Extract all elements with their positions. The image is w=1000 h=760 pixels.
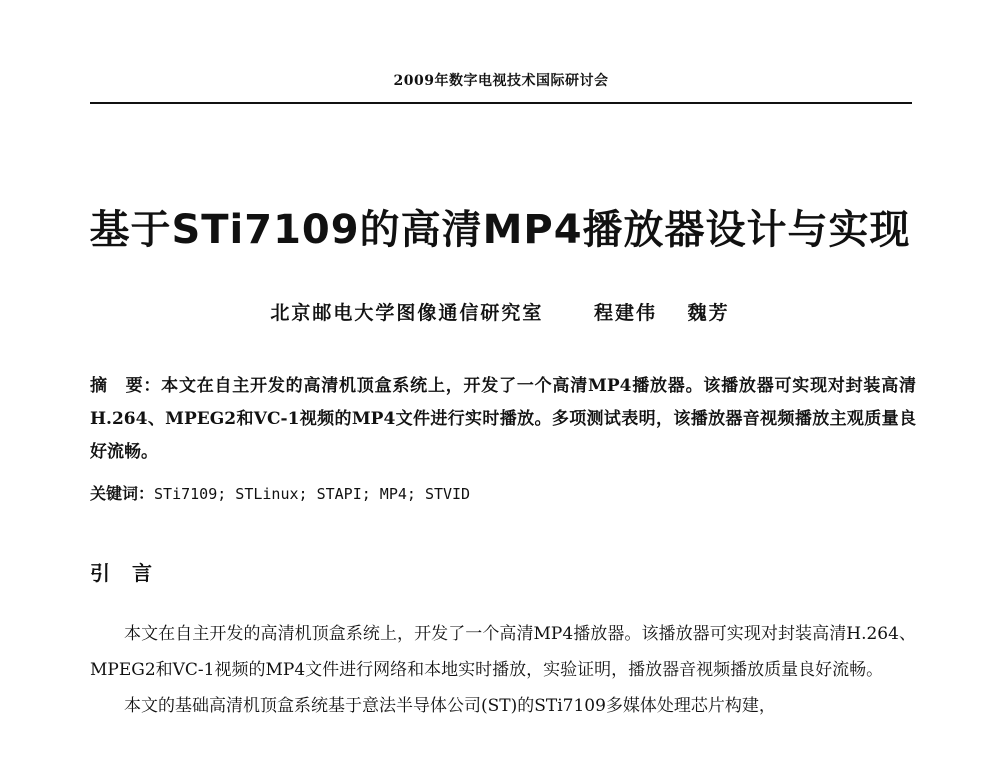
author-line bbox=[0, 298, 1000, 325]
affiliation: 北京邮电大学图像通信研究室 bbox=[270, 302, 544, 324]
body-paragraph: 本文在自主开发的高清机顶盒系统上，开发了一个高清MP4播放器。该播放器可实现对封装高清H.264、MPEG2和VC-1视频的MP4文件进行网络和本地实时播放，实验证明，播放器音视频播放质量良好流畅。 bbox=[90, 624, 916, 680]
header-rule bbox=[90, 102, 912, 104]
keywords-text: STi7109; STLinux; STAPI; MP4; STVID bbox=[154, 485, 471, 503]
keywords-label: 关键词： bbox=[90, 484, 155, 503]
body-paragraph: 本文的基础高清机顶盒系统基于意法半导体公司(ST)的STi7109多媒体处理芯片构建， bbox=[124, 696, 776, 716]
abstract bbox=[90, 370, 916, 469]
section-heading: 引言 bbox=[90, 561, 174, 585]
author-name: 魏芳 bbox=[687, 302, 730, 324]
author-name: 程建伟 bbox=[593, 302, 657, 324]
abstract-text: 本文在自主开发的高清机顶盒系统上，开发了一个高清MP4播放器。该播放器可实现对封装高清H.264、MPEG2和VC-1视频的MP4文件进行实时播放。多项测试表明，该播放器音视频播放主观质量良好流畅。 bbox=[90, 376, 917, 462]
abstract-label: 摘 要： bbox=[90, 376, 162, 396]
author-names bbox=[594, 302, 730, 324]
running-header: 2009年数字电视技术国际研讨会 bbox=[393, 73, 609, 89]
paper-title: 基于STi7109的高清MP4播放器设计与实现 bbox=[89, 207, 911, 253]
keywords bbox=[90, 481, 916, 504]
body-text bbox=[90, 616, 916, 724]
